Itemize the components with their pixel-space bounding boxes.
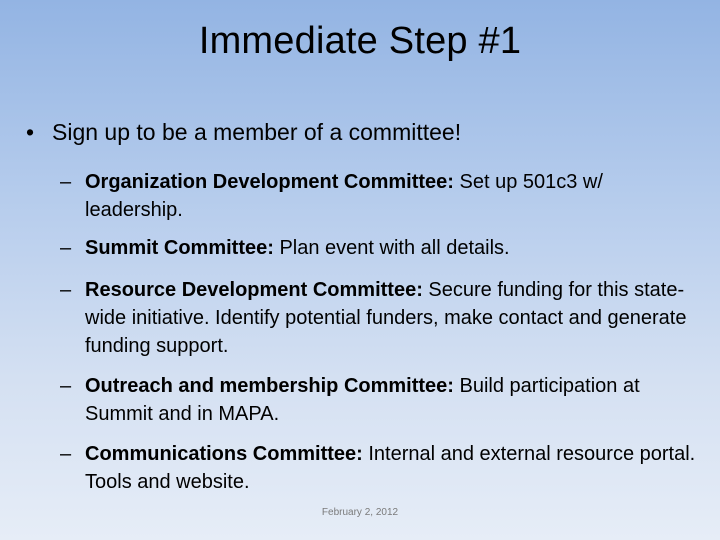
committee-text bbox=[85, 276, 700, 360]
committee-item-communications bbox=[60, 440, 700, 496]
slide-title: Immediate Step #1 bbox=[198, 20, 522, 62]
committee-item-resource-development bbox=[60, 276, 700, 360]
dash-marker: – bbox=[60, 237, 72, 259]
dash-marker: – bbox=[60, 375, 72, 397]
committee-name: Outreach and membership Committee: bbox=[85, 375, 454, 397]
committee-name: Resource Development Committee: bbox=[85, 279, 423, 301]
committee-description: Plan event with all details. bbox=[273, 237, 510, 259]
footer-date: February 2, 2012 bbox=[321, 507, 399, 518]
committee-name: Summit Committee: bbox=[85, 237, 274, 259]
committee-name: Organization Development Committee: bbox=[85, 171, 454, 193]
committee-text bbox=[85, 440, 700, 496]
dash-marker: – bbox=[60, 443, 72, 465]
bullet-marker: • bbox=[26, 119, 35, 145]
committee-text bbox=[85, 168, 700, 224]
main-bullet-text: Sign up to be a member of a committee! bbox=[52, 119, 462, 145]
dash-marker: – bbox=[60, 171, 72, 193]
committee-text bbox=[85, 234, 700, 262]
dash-marker: – bbox=[60, 279, 72, 301]
committee-description: Build participation at Summit and in MAPA. bbox=[85, 375, 640, 425]
committee-text bbox=[85, 372, 700, 428]
committee-description: Secure funding for this state-wide initiative. Identify potential funders, make contact and generate funding support. bbox=[85, 279, 687, 357]
committee-item-summit bbox=[60, 234, 700, 262]
committee-description: Internal and external resource portal. Tools and website. bbox=[85, 443, 696, 493]
committee-item-outreach-membership bbox=[60, 372, 700, 428]
committee-name: Communications Committee: bbox=[85, 443, 363, 465]
committee-item-organization-development bbox=[60, 168, 700, 224]
committee-description: Set up 501c3 w/ leadership. bbox=[85, 171, 603, 221]
